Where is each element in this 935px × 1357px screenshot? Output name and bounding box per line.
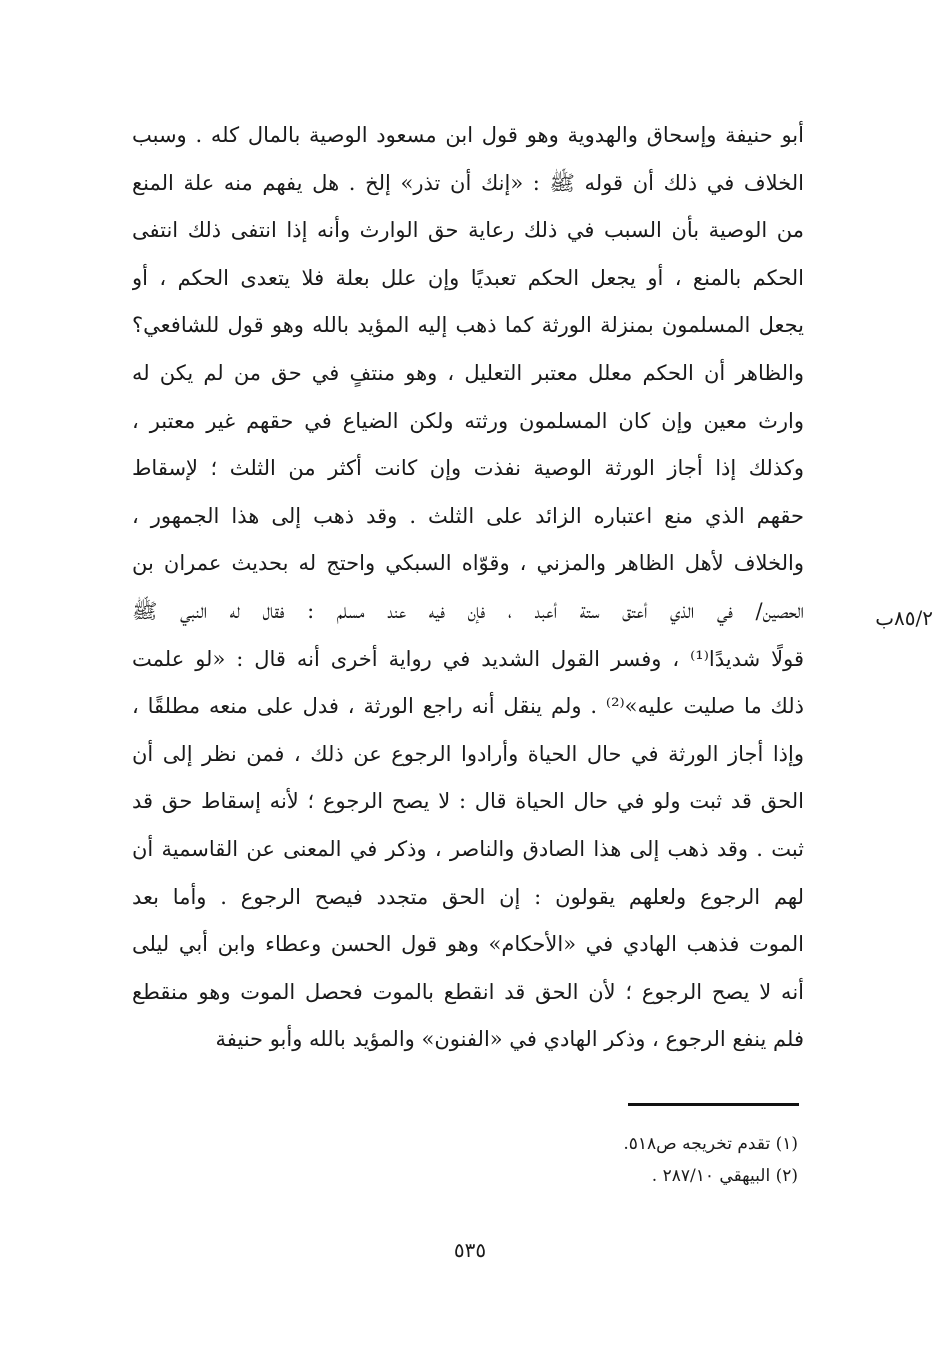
page-number: ٥٣٥ bbox=[453, 1238, 487, 1262]
footnotes bbox=[298, 1128, 798, 1192]
text-line: الخلاف في ذلك أن قوله ﷺ : «إنك أن تذر» إلخ . هل يفهم منه علة المنع bbox=[132, 170, 804, 195]
footnote-2: (٢) البيهقي ٢٨٧/١٠ . bbox=[651, 1166, 798, 1186]
text-line: وكذلك إذا أجاز الورثة الوصية نفذت وإن كانت أكثر من الثلث ؛ لإسقاط bbox=[132, 456, 804, 481]
text-line: قولًا شديدًا⁽¹⁾ ، وفسر القول الشديد في رواية أخرى أنه قال : «لو علمت bbox=[132, 646, 804, 671]
text-line: والظاهر أن الحكم معلل معتبر التعليل ، وهو منتفٍ في حق من لم يكن له bbox=[132, 360, 804, 385]
text-line: ثبت . وقد ذهب إلى هذا الصادق والناصر ، وذكر في المعنى عن القاسمية أن bbox=[132, 836, 804, 861]
text-line: الحكم بالمنع ، أو يجعل الحكم تعبديًا وإن علل بعلة فلا يتعدى الحكم ، أو bbox=[132, 265, 804, 290]
text-line: وإذا أجاز الورثة في حال الحياة وأرادوا الرجوع عن ذلك ، فمن نظر إلى أن bbox=[132, 741, 804, 766]
margin-manuscript-reference: ٨٥/٢ب bbox=[875, 606, 933, 630]
text-line: فلم ينفع الرجوع ، وذكر الهادي في «الفنون» والمؤيد بالله وأبو حنيفة bbox=[215, 1027, 804, 1052]
text-line: ذلك ما صليت عليه»⁽²⁾ . ولم ينقل أنه راجع الورثة ، فدل على منعه مطلقًا ، bbox=[132, 694, 804, 719]
text-line: الحصين/ في الذي أعتق ستة أعبد ، فإن فيه عند مسلم : فقال له النبي ﷺ bbox=[132, 598, 804, 623]
text-line: الموت فذهب الهادي في «الأحكام» وهو قول الحسن وعطاء وابن أبي ليلى bbox=[132, 932, 804, 957]
text-line: أبو حنيفة وإسحاق والهدوية وهو قول ابن مسعود الوصية بالمال كله . وسبب bbox=[132, 123, 804, 147]
footnote-1: (١) تقدم تخريجه ص٥١٨. bbox=[623, 1134, 798, 1154]
footnote-separator bbox=[628, 1103, 799, 1106]
text-line: يجعل المسلمون بمنزلة الورثة كما ذهب إليه المؤيد بالله وهو قول للشافعي؟ bbox=[132, 313, 804, 338]
text-line: لهم الرجوع ولعلهم يقولون : إن الحق متجدد فيصح الرجوع . وأما بعد bbox=[132, 884, 804, 909]
text-line: والخلاف لأهل الظاهر والمزني ، وقوّاه السبكي واحتج له بحديث عمران بن bbox=[132, 551, 804, 576]
text-line: أنه لا يصح الرجوع ؛ لأن الحق قد انقطع بالموت فحصل الموت وهو منقطع bbox=[132, 979, 804, 1004]
text-line: الحق قد ثبت ولو في حال الحياة قال : لا يصح الرجوع ؛ لأنه إسقاط حق قد bbox=[132, 789, 804, 814]
main-text bbox=[132, 112, 804, 1064]
text-line: حقهم الذي منع اعتباره الزائد على الثلث . وقد ذهب إلى هذا الجمهور ، bbox=[132, 503, 804, 528]
text-line: من الوصية بأن السبب في ذلك رعاية حق الوارث وأنه إذا انتفى ذلك انتفى bbox=[132, 218, 804, 243]
text-line: وارث معين وإن كان المسلمون ورثته ولكن الضياع في حقهم غير معتبر ، bbox=[132, 408, 804, 433]
